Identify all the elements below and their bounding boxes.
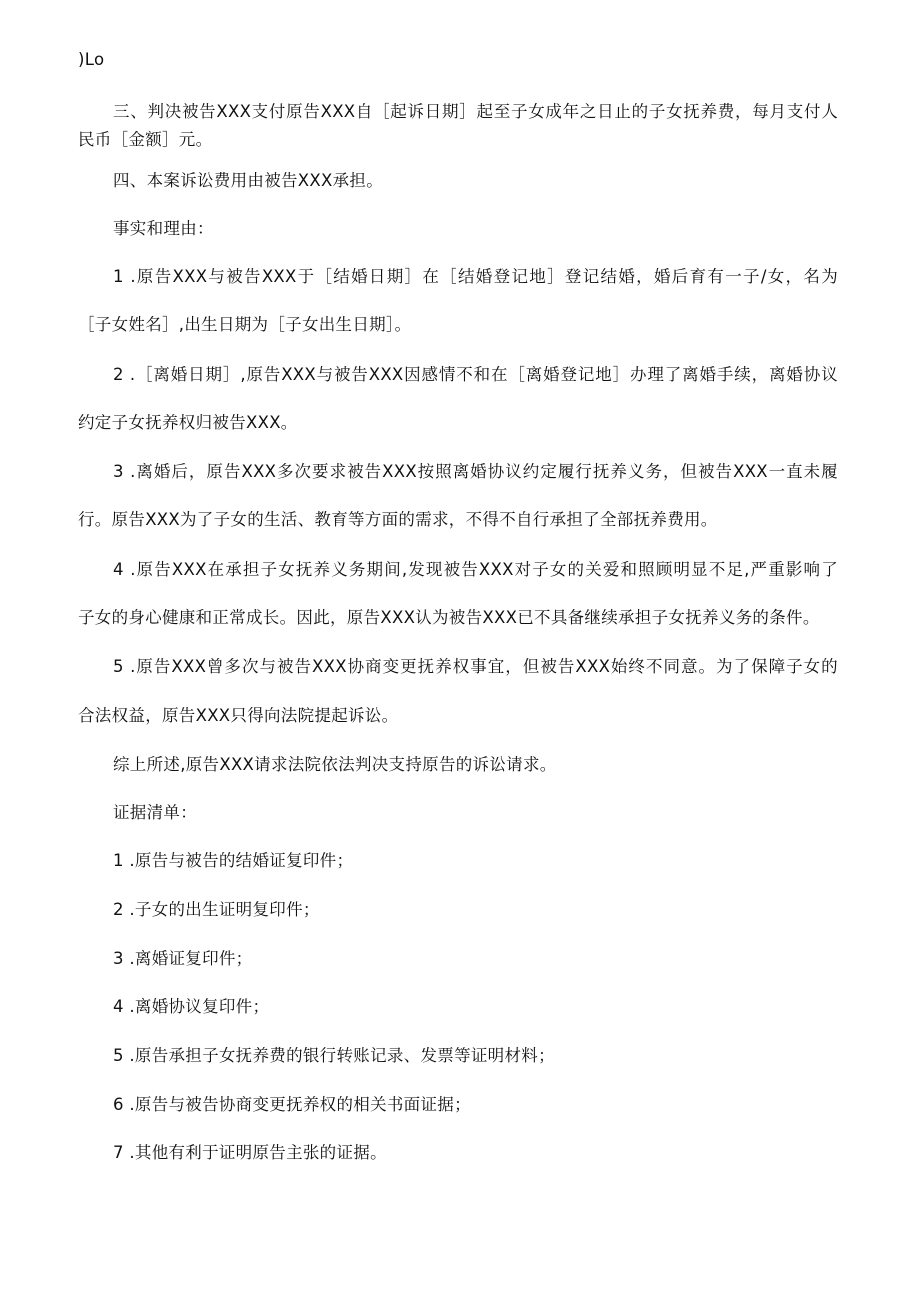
evidence-item-5: 5 .原告承担子女抚养费的银行转账记录、发票等证明材料；: [113, 1046, 555, 1065]
facts-heading: 事实和理由：: [113, 219, 214, 238]
fact-5-line-2: 合法权益，原告XXX只得向法院提起诉讼。: [78, 706, 399, 725]
fact-2-line-1: 2 .［离婚日期］,原告XXX与被告XXX因感情不和在［离婚登记地］办理了离婚手续，离婚协议: [113, 365, 838, 384]
fact-2-line-2: 约定子女抚养权归被告XXX。: [78, 413, 298, 432]
fact-1-line-2: ［子女姓名］,出生日期为［子女出生日期］。: [78, 315, 412, 334]
fact-3-line-1: 3 .离婚后，原告XXX多次要求被告XXX按照离婚协议约定履行抚养义务，但被告XXX一直未履: [113, 462, 838, 481]
evidence-item-6: 6 .原告与被告协商变更抚养权的相关书面证据；: [113, 1095, 471, 1114]
evidence-item-2: 2 .子女的出生证明复印件；: [113, 900, 320, 919]
evidence-item-3: 3 .离婚证复印件；: [113, 949, 253, 968]
fact-4-line-1: 4 .原告XXX在承担子女抚养义务期间,发现被告XXX对子女的关爱和照顾明显不足,严重影响了: [113, 560, 838, 579]
text-line-carryover: )Lo: [78, 50, 105, 69]
fact-1-line-1: 1 .原告XXX与被告XXX于［结婚日期］在［结婚登记地］登记结婚，婚后育有一子/女，名为: [113, 267, 838, 286]
fact-4-line-2: 子女的身心健康和正常成长。因此，原告XXX认为被告XXX已不具备继续承担子女抚养义务的条件。: [78, 608, 820, 627]
evidence-item-1: 1 .原告与被告的结婚证复印件；: [113, 851, 354, 870]
evidence-item-4: 4 .离婚协议复印件；: [113, 997, 270, 1016]
evidence-item-7: 7 .其他有利于证明原告主张的证据。: [113, 1143, 387, 1162]
summary: 综上所述,原告XXX请求法院依法判决支持原告的诉讼请求。: [113, 755, 557, 774]
evidence-heading: 证据清单：: [113, 803, 197, 822]
claim-3-line-2: 民币［金额］元。: [78, 130, 213, 149]
fact-5-line-1: 5 .原告XXX曾多次与被告XXX协商变更抚养权事宜，但被告XXX始终不同意。为了保障子女的: [113, 657, 838, 676]
claim-3-line-1: 三、判决被告XXX支付原告XXX自［起诉日期］起至子女成年之日止的子女抚养费，每月支付人: [113, 102, 838, 121]
fact-3-line-2: 行。原告XXX为了子女的生活、教育等方面的需求，不得不自行承担了全部抚养费用。: [78, 510, 718, 529]
claim-4: 四、本案诉讼费用由被告XXX承担。: [113, 171, 384, 190]
